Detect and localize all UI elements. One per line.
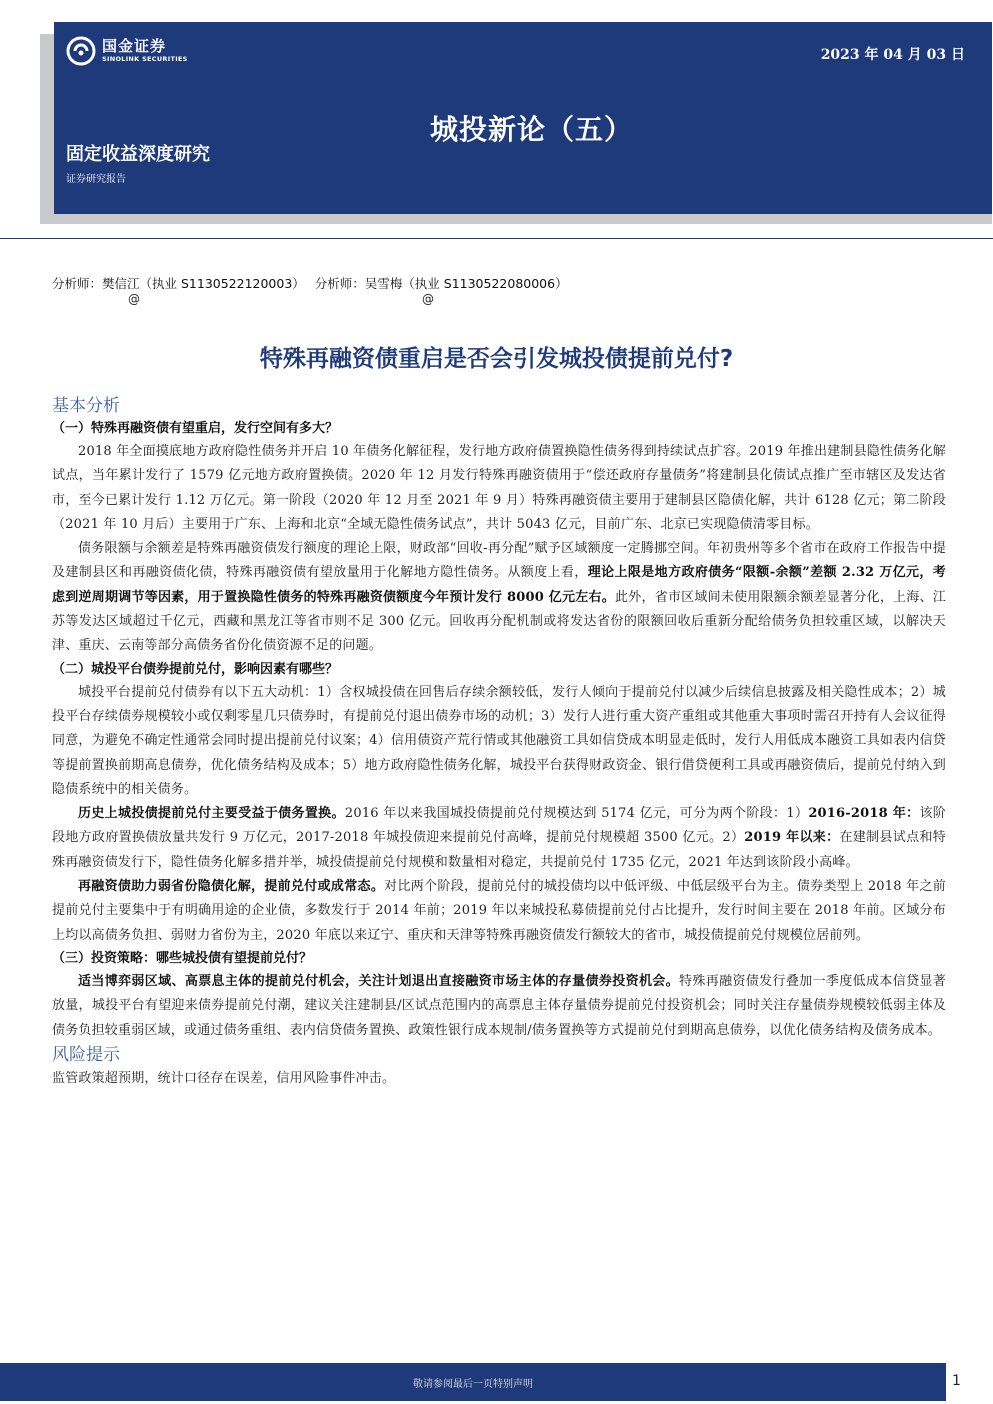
main-title: 特殊再融资债重启是否会引发城投债提前兑付? [259,346,734,372]
risk-paragraph: 监管政策超预期，统计口径存在误差，信用风险事件冲击。 [52,1070,396,1086]
bold-text: 理论上限是地方政府债务“限额-余额”差额 2.32 万亿元，考虑到逆周期调节等因素，用于置换隐性债务的特殊再融资债额度今年预计发行 8000 亿元左右。 [52,565,946,605]
subsection-1-title: （一）特殊再融资债有望重启，发行空间有多大？ [52,421,339,436]
brand-name-cn: 国金证券 [102,37,167,55]
paragraph: 城投平台提前兑付债券有以下五大动机：1）含权城投债在回售后存续余额较低，发行人倾向于提前兑付以减少后续信息披露及相关隐性成本；2）城投平台存续债券规模较小或仅剩零星几只债券时，有提前兑付退出债券市场的动机；3）发行人进行重大资产重组或其他重大事项时需召开持有人会议征得同意，为避免不确定性通常会同时提出提前兑付议案；4）信用债资产荒行情或其他融资工具如信贷成本明显走低时，发行人用低成本融资工具如表内信贷等提前置换前期高息债券，优化债务结构及成本；5）地方政府隐性债务化解，城投平台获得财政资金、银行借贷便利工具或再融资债后，提前兑付纳入到隐债系统中的相关债务。 [52,684,946,797]
report-subtype: 证券研究报告 [66,174,126,185]
report-title: 城投新论（五） [430,113,634,146]
paragraph: 再融资债助力弱省份隐债化解，提前兑付或成常态。对比两个阶段，提前兑付的城投债均以中低评级、中低层级平台为主。债券类型上 2018 年之前提前兑付主要集中于有明确用途的企业债，多数发行于 2014 年前；2019 年以来城投私募债提前兑付占比提升，发行时间主要在 2018 年前。区域分布上均以高债务负担、弱财力省份为主，2020 年底以来辽宁、重庆和天津等特殊再融资债发行额较大的省市，城投债提前兑付规模位居前列。 [52,879,946,943]
analyst-1-email: @ [128,292,140,306]
analyst-2-email: @ [422,292,434,306]
brand-logo [66,36,188,66]
header-divider [0,238,993,239]
paragraph: 适当博弈弱区域、高票息主体的提前兑付机会，关注计划退出直接融资市场主体的存量债券投资机会。特殊再融资债发行叠加一季度低成本信贷显著放量，城投平台有望迎来债券提前兑付潮，建议关注建制县/区试点范围内的高票息主体存量债券提前兑付投资机会；同时关注存量债券规模较低弱主体及债务负担较重弱区域，或通过债务重组、表内信贷债务置换、政策性银行成本规制/债务置换等方式提前兑付到期高息债券，以优化债务结构及债务成本。 [52,973,946,1038]
report-type: 固定收益深度研究 [66,144,210,165]
bold-text: 再融资债助力弱省份隐债化解，提前兑付或成常态。 [78,879,385,895]
brand-name-en: SINOLINK SECURITIES [102,55,188,63]
analyst-2: 分析师：吴雪梅（执业 S1130522080006） [314,276,568,291]
bold-text: 历史上城投债提前兑付主要受益于债务置换。 [78,806,345,822]
paragraph: 债务限额与余额差是特殊再融资债发行额度的理论上限，财政部“回收-再分配”赋予区域额度一定腾挪空间。年初贵州等多个省市在政府工作报告中提及建制县区和再融资债化债，特殊再融资债有望放量用于化解地方隐性债务。从额度上看，理论上限是地方政府债务“限额-余额”差额 2.32 万亿元，考虑到逆周期调节等因素，用于置换隐性债务的特殊再融资债额度今年预计发行 8000 亿元左右。此外，省市区域间未使用限额余额差显著分化，上海、江苏等发达区域超过千亿元，西藏和黑龙江等省市则不足 300 亿元。回收再分配机制或将发达省份的限额回收后重新分配给债务负担较重区域，以解决天津、重庆、云南等部分高债务省份化债资源不足的问题。 [52,541,946,654]
subsection-2-title: （二）城投平台债券提前兑付，影响因素有哪些？ [52,661,339,677]
analyst-line [52,274,574,292]
bold-text: 适当博弈弱区域、高票息主体的提前兑付机会，关注计划退出直接融资市场主体的存量债券投资机会。 [78,973,680,989]
analyst-1: 分析师：樊信江（执业 S1130522120003） [52,276,305,291]
subsection-3-title: （三）投资策略：哪些城投债有望提前兑付？ [52,950,313,966]
report-body [52,394,946,1091]
section-risk: 风险提示 [52,1044,120,1065]
paragraph: 历史上城投债提前兑付主要受益于债务置换。2016 年以来我国城投债提前兑付规模达到 5174 亿元，可分为两个阶段：1）2016-2018 年：该阶段地方政府置换债放量共发行 9 万亿元，2017-2018 年城投债迎来提前兑付高峰，提前兑付规模超 3500 亿元。2）2019 年以来：在建制县试点和特殊再融资债发行下，隐性债务化解多措并举，城投债提前兑付规模和数量相对稳定，共提前兑付 1735 亿元，2021 年达到该阶段小高峰。 [52,806,946,870]
footer-note: 敬请参阅最后一页特别声明 [413,1379,533,1390]
page-number: 1 [952,1373,961,1389]
report-date: 2023 年 04 月 03 日 [820,47,965,63]
sinolink-logo-icon [66,36,96,66]
section-basic-analysis: 基本分析 [52,396,120,416]
paragraph: 2018 年全面摸底地方政府隐性债务并开启 10 年债务化解征程，发行地方政府债置换隐性债务得到持续试点扩容。2019 年推出建制县隐性债务化解试点，当年累计发行了 1579 亿元地方政府置换债。2020 年 12 月发行特殊再融资债用于“偿还政府存量债务”将建制县化债试点推广至市辖区及发达省市，至今已累计发行 1.12 万亿元。第一阶段（2020 年 12 月至 2021 年 9 月）特殊再融资债主要用于建制县区隐债化解，共计 6128 亿元；第二阶段（2021 年 10 月后）主要用于广东、上海和北京“全域无隐性债务试点”，共计 5043 亿元，目前广东、北京已实现隐债清零目标。 [52,444,946,532]
